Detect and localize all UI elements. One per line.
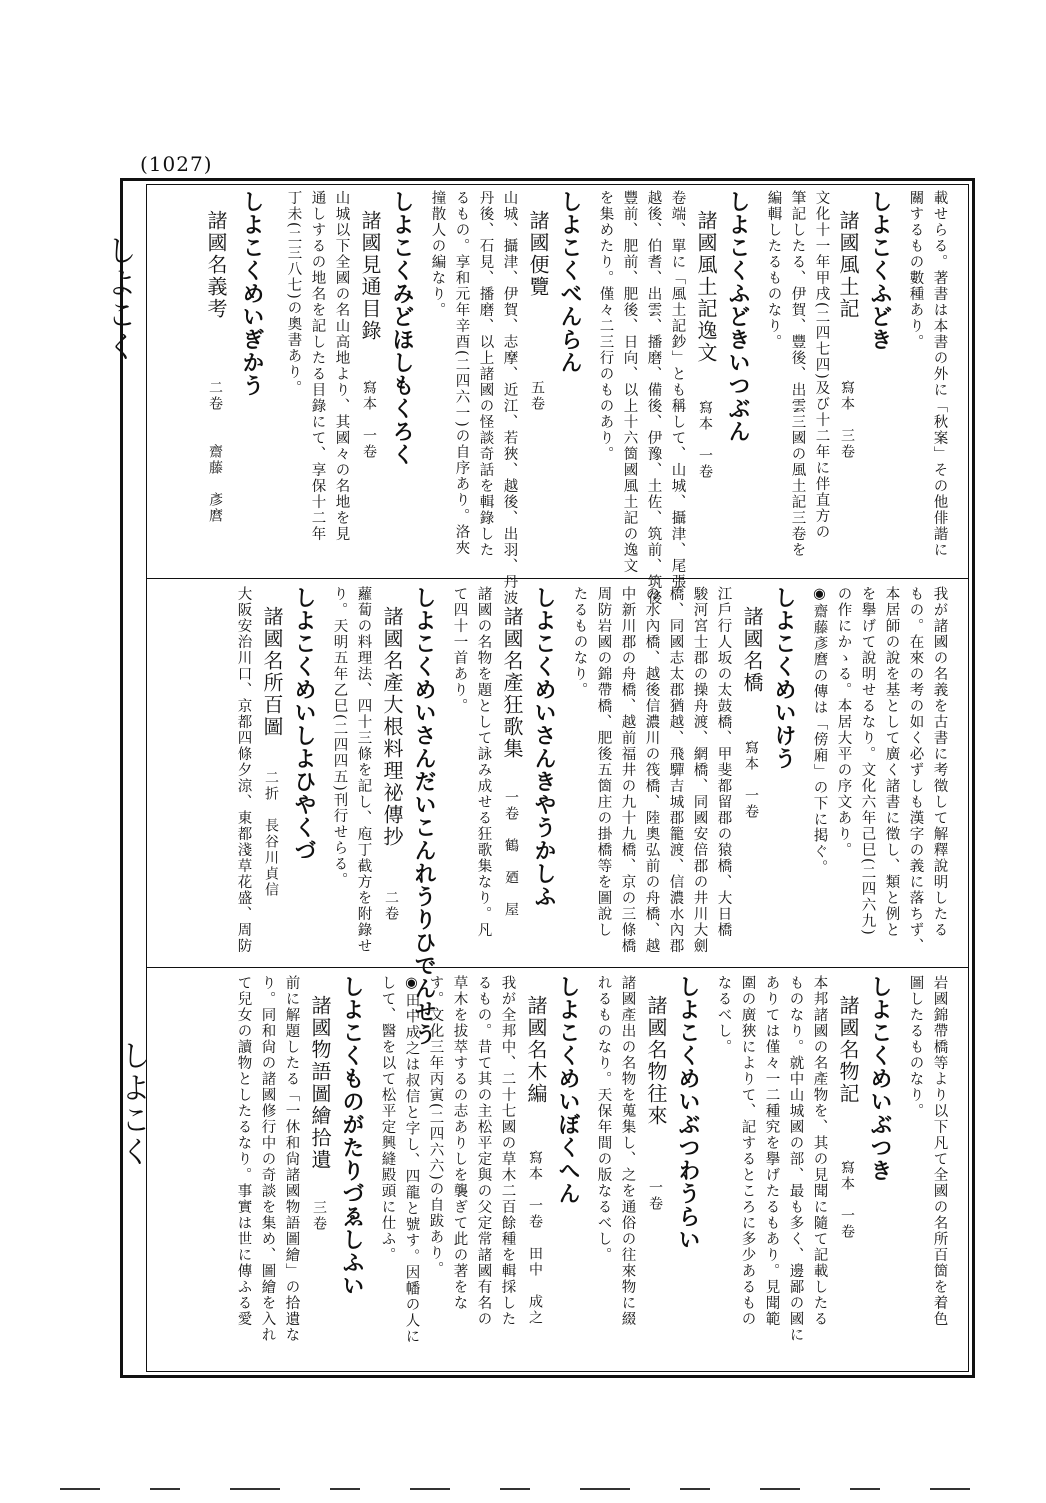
entry-text-line: を集めたり。僅々二三行のものあり。: [597, 190, 614, 462]
entry-headword-kana: しよこくめいしよひやくづ: [291, 586, 316, 862]
entry-meta: 寫本 一卷 田中 成之: [527, 1150, 543, 1326]
entry-title: 諸國名物往來: [644, 995, 668, 1127]
entry-text-line: 橋、同國志太郡猶越、飛驒吉城郡籠渡、信濃水內郡: [667, 586, 684, 954]
entry-title: 諸國便覽: [526, 210, 550, 298]
entry-headword-kana: しよこくめいけう: [771, 586, 796, 770]
entry-text-line: 大阪安治川口、京都四條夕涼、東都淺草花盛、周防: [235, 586, 252, 954]
entry-text-line: 駿河宮士郡の操舟渡、網橋、同國安倍郡の井川大劍: [691, 586, 708, 954]
tier1-continuation-line: 載せらる。著書は本書の外に「秋案」その他俳諧に: [931, 190, 948, 558]
entry-text-line: るもの。享和元年辛酉(二四六一)の自序あり。洛夾: [453, 190, 470, 557]
entry-title: 諸國名所百圖: [260, 606, 284, 738]
entry-text-line: 我が全邦中、二十七國の草木二百餘種を輯採した: [499, 975, 516, 1327]
entry-text-line: て四十一首あり。: [451, 586, 468, 714]
entry-headword-kana: しよこくめいぶつわうらい: [675, 975, 700, 1251]
entry-headword-kana: しよこくものがたりづゑしふい: [339, 975, 364, 1297]
entry-text-line: れるものなり。天保年間の版なるべし。: [595, 975, 612, 1263]
entry-text-line: 本邦諸國の名產物を、其の見聞に隨て記載したる: [811, 975, 828, 1327]
entry-text-line: の水內橋、越後信濃川の筏橋、陸奧弘前の舟橋、越: [643, 586, 660, 954]
entry-meta: 寫本 三卷: [839, 380, 855, 460]
entry-text-line: 丁未(二三八七)の奧書あり。: [285, 190, 302, 397]
entry-text-line: 文化十一年甲戌(二四七四)及び十二年に伴直方の: [813, 190, 830, 541]
entry-text-line: 諸國の名物を題として詠み成せる狂歌集なり。凡: [475, 586, 492, 938]
entry-text-line: ありては僅々一二種究を擧げたるもあり。見聞範: [763, 975, 780, 1327]
entry-text-line: たるものなり。: [571, 586, 588, 698]
entry-text-line: ものなり。就中山城國の部、最も多く、邊鄙の國に: [787, 975, 804, 1343]
entry-title: 諸國名橋: [740, 606, 764, 694]
entry-text-line: 江戶行人坂の太鼓橋、甲斐都留郡の猿橋、大日橋: [715, 586, 732, 938]
entry-title: 諸國名木編: [524, 995, 548, 1105]
entry-headword-kana: しよこくめいぶつき: [867, 975, 892, 1182]
tier2-continuation-line: もの。在來の考の如く必ずしも漢字の義に落ちず、: [907, 586, 924, 954]
tier3-continuation-line: 岩國錦帶橋等より以下凡て全國の名所百箇を着色: [931, 975, 948, 1327]
running-header-top: しよこく: [101, 235, 136, 363]
tier1-continuation-line: 關するもの數種あり。: [907, 190, 924, 350]
tier2-continuation-line: ◉齋藤彥麿の傳は「傍廂」の下に掲ぐ。: [811, 586, 828, 876]
entry-headword-kana: しよこくみどほしもくろく: [389, 190, 414, 466]
entry-text-line: 山城以下全國の名山高地より、其國々の名地を見: [333, 190, 350, 542]
entry-title: 諸國風土記逸文: [694, 210, 718, 364]
entry-text-line: 諸國產出の名物を蒐集し、之を通俗の往來物に綴: [619, 975, 636, 1327]
tier2-continuation-line: 我が諸國の名義を古書に考徵して解釋說明したる: [931, 586, 948, 938]
entry-text-line: 草木を拔萃するの志ありしを襲ぎて此の著をな: [451, 975, 468, 1311]
entry-text-line: して、醫を以て松平定興縫殿頭に仕ふ。: [379, 975, 396, 1263]
entry-text-line: なるべし。: [715, 975, 732, 1055]
entry-meta: 一卷 鶴 廼 屋: [503, 790, 519, 918]
entry-text-line: 丹後、石見、播磨、以上諸國の怪談奇話を輯錄した: [477, 190, 494, 558]
entry-text-line: 豐前、肥前、肥後、日向、以上十六箇國風土記の逸文: [621, 190, 638, 574]
tier2-continuation-line: 本居師の說を基として廣く諸書に徵し、類と例と: [883, 586, 900, 938]
running-header-bottom: しよこく: [115, 1040, 150, 1168]
page-number: (1027): [140, 152, 213, 176]
entry-headword-kana: しよこくふどきいつぶん: [725, 190, 750, 443]
entry-meta: 寫本 一卷: [743, 740, 759, 820]
entry-meta: 五卷: [529, 380, 545, 412]
entry-title: 諸國名產大根料理祕傳抄: [380, 606, 404, 848]
entry-headword-kana: しよこくめいさんきやうかしふ: [531, 586, 556, 908]
entry-title: 諸國名義考: [204, 210, 228, 320]
entry-meta: 一卷: [647, 1180, 663, 1212]
tier-divider-1: [146, 578, 969, 579]
tier2-continuation-line: を擧げて說明せるなり。文化六年己巳(二四六九): [859, 586, 876, 937]
entry-text-line: 周防岩國の錦帶橋、肥後五箇庄の掛橋等を圖說し: [595, 586, 612, 938]
entry-text-line: 蘿蔔の料理法、四十三條を記し、庖丁截方を附錄せ: [355, 586, 372, 954]
entry-meta: 寫本 一卷: [839, 1160, 855, 1240]
entry-title: 諸國名產狂歌集: [500, 606, 524, 760]
entry-text-line: す。文化三年丙寅(二四六六)の自跋あり。: [427, 975, 444, 1278]
entry-text-line: 中新川郡の舟橋、越前福井の九十九橋、京の三條橋: [619, 586, 636, 954]
entry-headword-kana: しよこくべんらん: [557, 190, 582, 374]
entry-text-line: 撞散人の編なり。: [429, 190, 446, 318]
entry-title: 諸國風土記: [836, 210, 860, 320]
entry-meta: 二折 長谷川貞信: [263, 770, 279, 898]
entry-title: 諸國物語圖繪拾遺: [308, 995, 332, 1171]
tier-divider-2: [146, 967, 969, 968]
entry-text-line: 前に解題したる「一休和尙諸國物語圖繪」の拾遺な: [283, 975, 300, 1343]
entry-text-line: ◉田中成之は叔信と字し、四龍と號す。因幡の人に: [403, 975, 420, 1345]
entry-meta: 寫本 一卷: [361, 380, 377, 460]
tier2-continuation-line: の作にかゝる。本居大平の序文あり。: [835, 586, 852, 858]
entry-headword-kana: しよこくふどき: [867, 190, 892, 351]
entry-text-line: るもの。昔て其の主松平定與の父定常諸國有名の: [475, 975, 492, 1327]
entry-title: 諸國見通目錄: [358, 210, 382, 342]
scan-edge-marks: [0, 1480, 1046, 1500]
entry-meta: 二卷 齋藤 彥麿: [207, 380, 223, 524]
entry-text-line: 山城、攝津、伊賀、志摩、近江、若狹、越後、出羽、丹波: [501, 190, 518, 606]
entry-text-line: 卷端、單に「風土記鈔」とも稱して、山城、攝津、尾張: [669, 190, 686, 590]
entry-text-line: 筆記したる、伊賀、豐後、出雲三國の風土記三卷を: [789, 190, 806, 558]
entry-title: 諸國名物記: [836, 995, 860, 1105]
entry-text-line: 編輯したるものなり。: [765, 190, 782, 350]
tier3-continuation-line: 圖したるものなり。: [907, 975, 924, 1119]
entry-text-line: 越後、伯耆、出雲、播磨、備後、伊豫、土佐、筑前、筑後: [645, 190, 662, 606]
entry-text-line: 通しするの地名を記したる目錄にて、享保十二年: [309, 190, 326, 542]
entry-text-line: て兒女の讀物としたるなり。事實は世に傳ふる愛: [235, 975, 252, 1327]
entry-meta: 三卷: [311, 1200, 327, 1232]
entry-meta: 二卷: [383, 890, 399, 922]
entry-text-line: り。同和尙の諸國修行中の奇談を集め、圖繪を入れ: [259, 975, 276, 1343]
entry-headword-kana: しよこくめいぎかう: [239, 190, 264, 397]
entry-text-line: 圍の廣狹によりて、記するところに多少あるもの: [739, 975, 756, 1327]
entry-headword-kana: しよこくめいぼくへん: [555, 975, 580, 1205]
entry-meta: 寫本 一卷: [697, 400, 713, 480]
entry-headword-kana: しよこくめいさんだいこんれうりひでんせう: [411, 586, 436, 1046]
entry-text-line: り。天明五年乙巳(二四四五)刊行せらる。: [331, 586, 348, 889]
